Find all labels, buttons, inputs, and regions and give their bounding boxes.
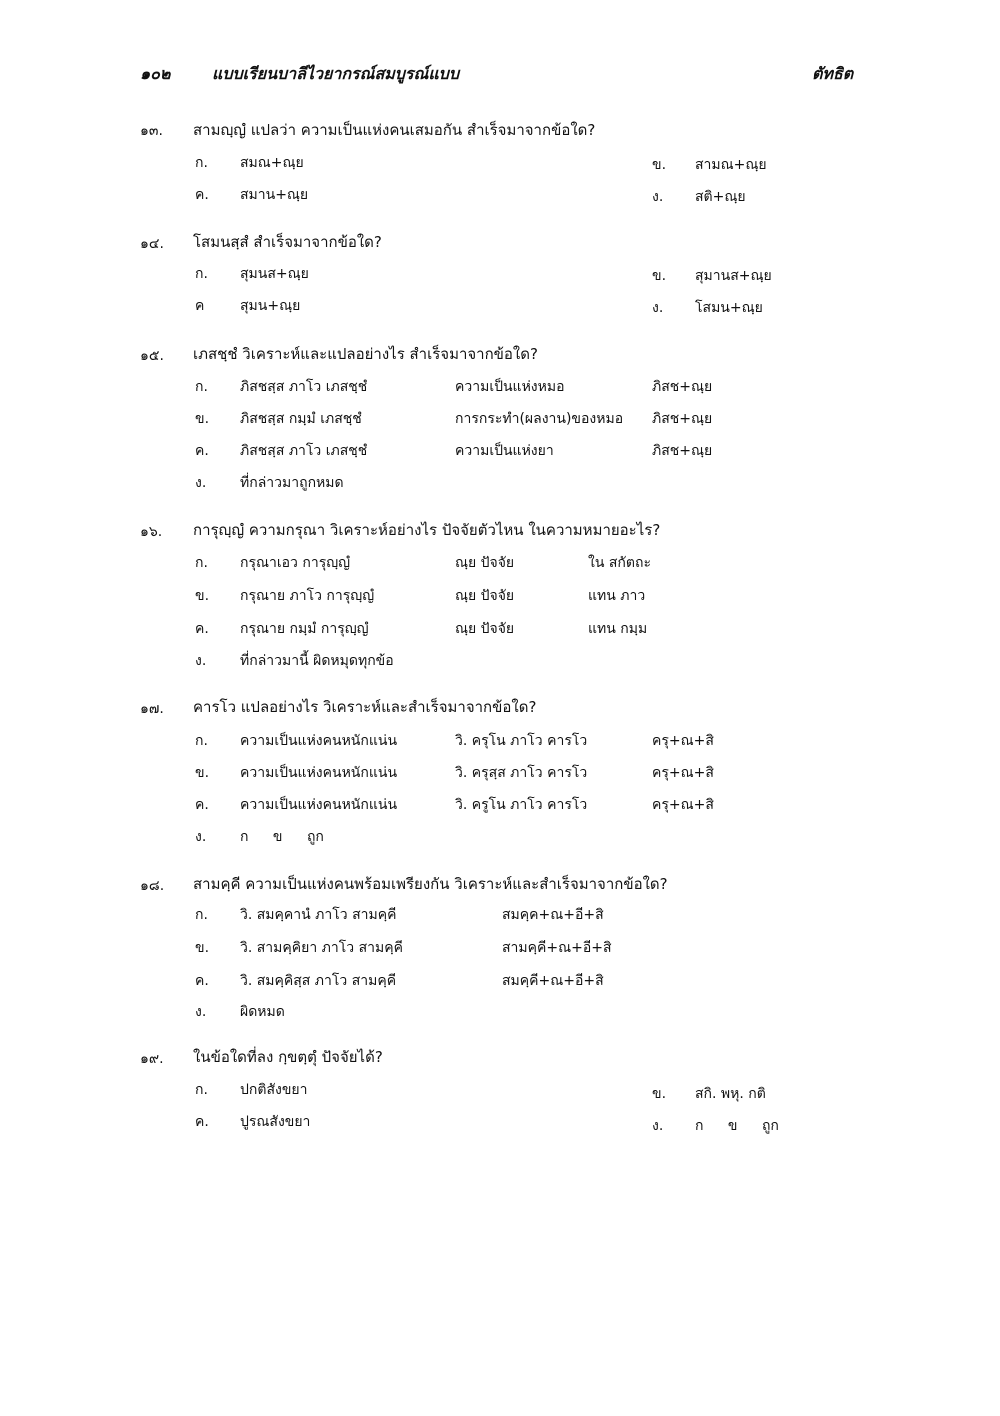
option-vigraha: ภิสชสฺส ภาโว เภสชฺชํ (240, 379, 368, 395)
option-label: ค (195, 298, 205, 314)
question-text: เภสชฺชํ วิเคราะห์และแปลอย่างไร สำเร็จมาจากข้อใด? (193, 345, 538, 363)
option-text: สุมน+ณฺย (240, 298, 301, 314)
option-label: ก. (195, 155, 208, 171)
option-label: ก. (195, 907, 208, 923)
option-vigraha: วิ. สามคฺคิยา ภาโว สามคฺคี (240, 940, 403, 956)
option-meaning: การกระทำ(ผลงาน)ของหมอ (455, 411, 624, 427)
option-formula: ภิสช+ณฺย (652, 411, 713, 427)
section-title: ตัทธิต (812, 64, 854, 83)
option-label: ง. (195, 475, 207, 491)
option-label: ข. (195, 765, 210, 781)
option-formula: สมคฺคี+ณ+อี+สิ (502, 973, 604, 989)
option-vigraha: วิ. ครูโน ภาโว คารโว (455, 797, 588, 813)
option-meaning: ความเป็นแห่งยา (455, 443, 554, 459)
option-text: ปกติสังขยา (240, 1082, 308, 1098)
option-label: ข. (652, 157, 667, 173)
option-vigraha: วิ. สมคฺคิสฺส ภาโว สามคฺคี (240, 973, 397, 989)
question-number: ๑๓. (140, 123, 163, 139)
option-text: สุมานส+ณฺย (695, 268, 772, 284)
question-number: ๑๙. (140, 1051, 164, 1067)
question-text: สามญฺญํ แปลว่า ความเป็นแห่งคนเสมอกัน สำเร็จมาจากข้อใด? (193, 121, 596, 139)
option-text: ที่กล่าวมานี้ ผิดหมุดทุกข้อ (240, 653, 394, 669)
question-text: คารโว แปลอย่างไร วิเคราะห์และสำเร็จมาจากข้อใด? (193, 698, 537, 716)
option-label: ง. (195, 1004, 207, 1020)
option-meaning: ความเป็นแห่งหมอ (455, 379, 565, 395)
option-suffix: ณฺย ปัจจัย (455, 555, 515, 571)
page-number: ๑๐๒ (140, 64, 171, 83)
option-text: สติ+ณฺย (695, 189, 746, 205)
option-label: ก. (195, 555, 208, 571)
option-label: ค. (195, 621, 209, 637)
option-text: สกิ. พหุ. กติ (695, 1086, 766, 1102)
option-text: สมณ+ณฺย (240, 155, 304, 171)
option-suffix: ณฺย ปัจจัย (455, 621, 515, 637)
question-text: ในข้อใดที่ลง กฺขตฺตุํ ปัจจัยได้? (193, 1048, 383, 1066)
option-label: ค. (195, 443, 209, 459)
option-label: ก. (195, 1082, 208, 1098)
option-label: ค. (195, 187, 209, 203)
option-meaning: ใน สกัตถะ (588, 555, 651, 571)
book-title: แบบเรียนบาลีไวยากรณ์สมบูรณ์แบบ (212, 64, 459, 83)
option-label: ค. (195, 797, 209, 813)
option-vigraha: วิ. ครุโน ภาโว คารโว (455, 733, 588, 749)
option-text: ที่กล่าวมาถูกหมด (240, 475, 344, 491)
option-meaning: ความเป็นแห่งคนหนักแน่น (240, 797, 398, 813)
option-vigraha: กรุณาเอว การุญฺญํ (240, 555, 351, 571)
option-meaning: แทน กมฺม (588, 621, 648, 637)
option-text: ก ข ถูก (240, 829, 324, 845)
option-vigraha: วิ. ครุสฺส ภาโว คารโว (455, 765, 588, 781)
option-meaning: แทน ภาว (588, 588, 646, 604)
option-label: ค. (195, 1114, 209, 1130)
option-label: ก. (195, 733, 208, 749)
option-text: ก ข ถูก (695, 1118, 779, 1134)
option-vigraha: ภิสชสฺส ภาโว เภสชฺชํ (240, 443, 368, 459)
option-meaning: ความเป็นแห่งคนหนักแน่น (240, 765, 398, 781)
option-text: สามณ+ณฺย (695, 157, 767, 173)
option-vigraha: กรุณาย ภาโว การุญฺญํ (240, 588, 375, 604)
option-label: ก. (195, 266, 208, 282)
question-text: การุญฺญํ ความกรุณา วิเคราะห์อย่างไร ปัจจัยตัวไหน ในความหมายอะไร? (193, 521, 661, 539)
option-text: สุมนส+ณฺย (240, 266, 309, 282)
option-label: ข. (195, 940, 210, 956)
question-number: ๑๘. (140, 878, 165, 894)
option-formula: ครุ+ณ+สิ (652, 765, 714, 781)
option-label: ข. (195, 588, 210, 604)
question-number: ๑๗. (140, 701, 164, 717)
question-text: โสมนสฺสํ สำเร็จมาจากข้อใด? (193, 233, 382, 251)
option-label: ง. (195, 829, 207, 845)
option-suffix: ณฺย ปัจจัย (455, 588, 515, 604)
option-meaning: ความเป็นแห่งคนหนักแน่น (240, 733, 398, 749)
page-header (0, 62, 1000, 92)
option-formula: สามคฺคี+ณ+อี+สิ (502, 940, 612, 956)
option-formula: สมคฺค+ณ+อี+สิ (502, 907, 604, 923)
option-label: ข. (652, 268, 667, 284)
option-formula: ครุ+ณ+สิ (652, 797, 714, 813)
option-text: สมาน+ณฺย (240, 187, 309, 203)
option-vigraha: ภิสชสฺส กมฺมํ เภสชฺชํ (240, 411, 362, 427)
question-text: สามคฺคี ความเป็นแห่งคนพร้อมเพรียงกัน วิเคราะห์และสำเร็จมาจากข้อใด? (193, 875, 668, 893)
option-label: ง. (652, 189, 664, 205)
option-label: ค. (195, 973, 209, 989)
option-label: ข. (195, 411, 210, 427)
question-number: ๑๖. (140, 524, 163, 540)
option-text: โสมน+ณฺย (695, 300, 763, 316)
question-number: ๑๕. (140, 348, 164, 364)
option-vigraha: กรุณาย กมฺมํ การุญฺญํ (240, 621, 369, 637)
option-text: ปูรณสังขยา (240, 1114, 311, 1130)
option-formula: ภิสช+ณฺย (652, 443, 713, 459)
option-label: ก. (195, 379, 208, 395)
option-label: ง. (652, 1118, 664, 1134)
option-vigraha: วิ. สมคฺคานํ ภาโว สามคฺคี (240, 907, 397, 923)
option-text: ผิดหมด (240, 1004, 285, 1020)
option-formula: ครุ+ณ+สิ (652, 733, 714, 749)
option-label: ข. (652, 1086, 667, 1102)
option-formula: ภิสช+ณฺย (652, 379, 713, 395)
option-label: ง. (652, 300, 664, 316)
option-label: ง. (195, 653, 207, 669)
question-number: ๑๔. (140, 236, 164, 252)
